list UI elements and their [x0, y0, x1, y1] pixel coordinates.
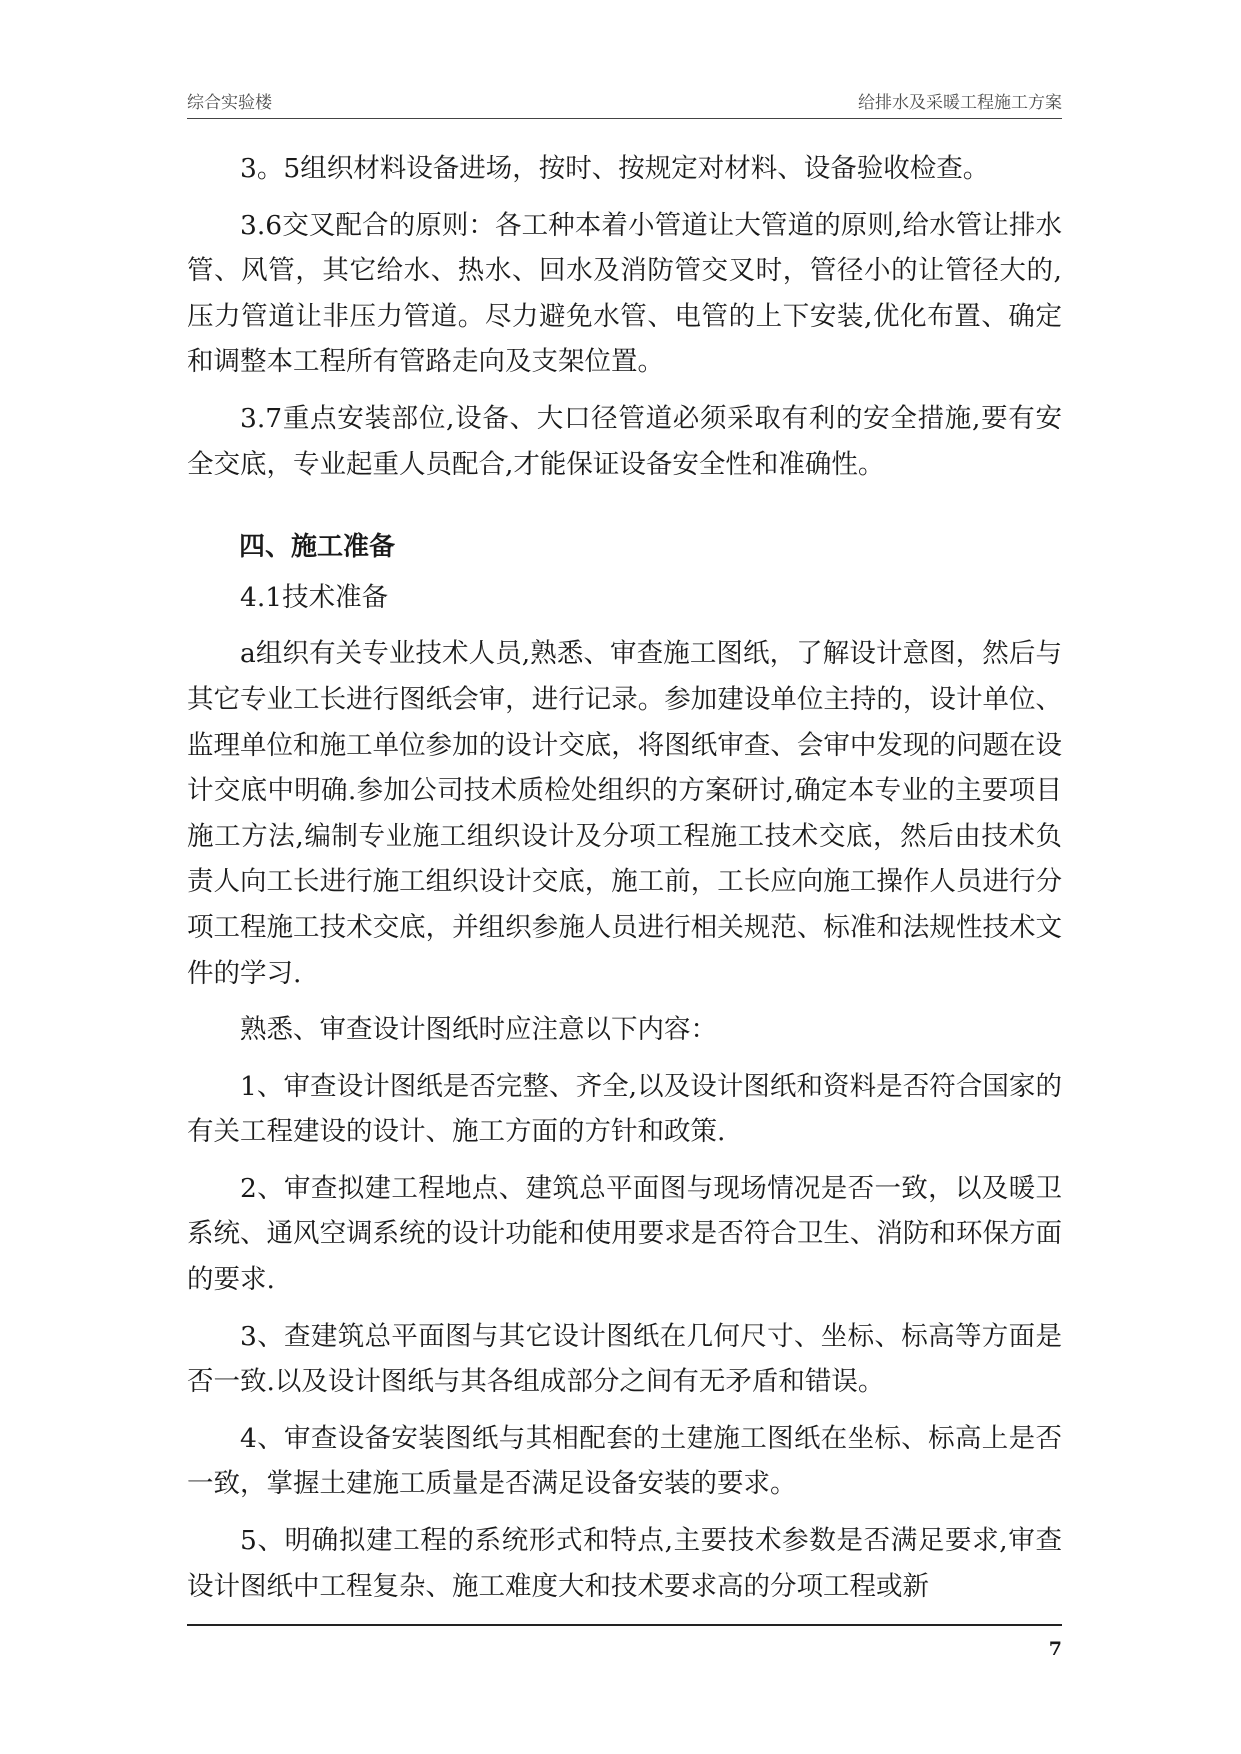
header-project-name: 综合实验楼: [187, 93, 272, 113]
header-divider: [187, 118, 1062, 119]
subsection-4-1: 4.1技术准备: [240, 581, 389, 613]
footer-divider: [187, 1624, 1062, 1626]
paragraph-3-7: 3.7重点安装部位,设备、大口径管道必须采取有利的安全措施,要有安全交底，专业起重人员配合,才能保证设备安全性和准确性。: [187, 402, 1062, 480]
page-header: [187, 88, 1062, 112]
page-number: 7: [1048, 1638, 1062, 1660]
document-body: [187, 146, 1062, 1620]
header-document-title: 给排水及采暖工程施工方案: [858, 93, 1062, 113]
paragraph-3-5: 3。5组织材料设备进场，按时、按规定对材料、设备验收检查。: [240, 153, 990, 184]
paragraph-a: a组织有关专业技术人员,熟悉、审查施工图纸，了解设计意图，然后与其它专业工长进行图纸会审，进行记录。参加建设单位主持的，设计单位、监理单位和施工单位参加的设计交底，将图纸审查、会审中发现的问题在设计交底中明确.参加公司技术质检处组织的方案研讨,确定本专业的主要项目施工方法,编制专业施工组织设计及分项工程施工技术交底，然后由技术负责人向工长进行施工组织设计交底，施工前，工长应向施工操作人员进行分项工程施工技术交底，并组织参施人员进行相关规范、标准和法规性技术文件的学习.: [187, 638, 1062, 989]
review-intro: 熟悉、审查设计图纸时应注意以下内容：: [240, 1014, 717, 1046]
review-item-2: 2、审查拟建工程地点、建筑总平面图与现场情况是否一致，以及暖卫系统、通风空调系统的设计功能和使用要求是否符合卫生、消防和环保方面的要求.: [187, 1172, 1062, 1296]
paragraph-3-6: 3.6交叉配合的原则：各工种本着小管道让大管道的原则,给水管让排水管、风管，其它给水、热水、回水及消防管交叉时，管径小的让管径大的,压力管道让非压力管道。尽力避免水管、电管的上下安装,优化布置、确定和调整本工程所有管路走向及支架位置。: [187, 209, 1062, 378]
review-item-4: 4、审查设备安装图纸与其相配套的土建施工图纸在坐标、标高上是否一致，掌握土建施工质量是否满足设备安装的要求。: [187, 1422, 1062, 1500]
review-item-5: 5、明确拟建工程的系统形式和特点,主要技术参数是否满足要求,审查设计图纸中工程复杂、施工难度大和技术要求高的分项工程或新: [187, 1525, 1062, 1602]
section-heading: 四、施工准备: [239, 532, 396, 563]
review-item-1: 1、审查设计图纸是否完整、齐全,以及设计图纸和资料是否符合国家的有关工程建设的设计、施工方面的方针和政策.: [187, 1070, 1062, 1148]
review-item-3: 3、查建筑总平面图与其它设计图纸在几何尺寸、坐标、标高等方面是否一致.以及设计图纸与其各组成部分之间有无矛盾和错误。: [187, 1320, 1062, 1398]
